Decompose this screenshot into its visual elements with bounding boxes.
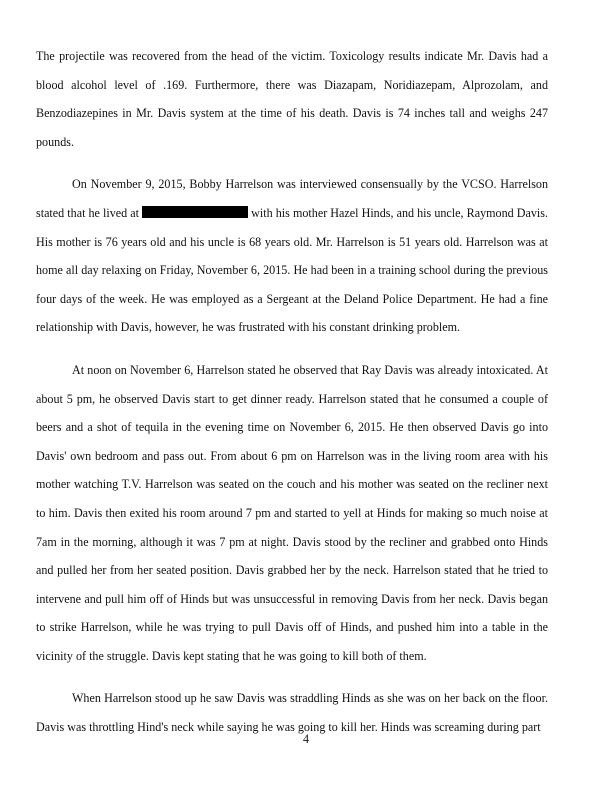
page-number: 4 [302,732,310,746]
address-redaction [142,206,248,218]
paragraph-interview [36,170,548,342]
paragraph-incident: At noon on November 6, Harrelson stated he observed that Ray Davis was already intoxicated. At about 5 pm, he observed Davis start to get dinner ready. Harrelson stated that he consumed a couple of beers and a shot of tequila in the evening time on November 6, 2015. He then observed Davis go into Davis' own bedroom and pass out. From about 6 pm on Harrelson was in the living room area with his mother watching T.V. Harrelson was seated on the couch and his mother was seated on the recliner next to him. Davis then exited his room around 7 pm and started to yell at Hinds for making so much noise at 7am in the morning, although it was 7 pm at night. Davis stood by the recliner and grabbed onto Hinds and pulled her from her seated position. Davis grabbed her by the neck. Harrelson stated that he tried to intervene and pull him off of Hinds but was unsuccessful in removing Davis from her neck. Davis began to strike Harrelson, while he was trying to pull Davis off of Hinds, and pushed him into a table in the vicinity of the struggle. Davis kept stating that he was going to kill both of them. [36,362,548,663]
interview-text-before-redaction: On November 9, 2015, Bobby Harrelson was interviewed consensually by the VCSO. Harrelson stated that he lived at [36,177,548,220]
body-text [36,42,548,756]
paragraph-toxicology: The projectile was recovered from the head of the victim. Toxicology results indicate Mr. Davis had a blood alcohol level of .169. Furthermore, there was Diazapam, Noridiazepam, Alprozolam, and Benzodiazepines in Mr. Davis system at the time of his death. Davis is 74 inches tall and weighs 247 pounds. [36,49,548,149]
paragraph-struggle: When Harrelson stood up he saw Davis was straddling Hinds as she was on her back on the floor. Davis was throttling Hind's neck while saying he was going to kill her. Hinds was screaming during part [36,691,548,735]
interview-text-after-redaction: with his mother Hazel Hinds, and his uncle, Raymond Davis. His mother is 76 years old and his uncle is 68 years old. Mr. Harrelson is 51 years old. Harrelson was at home all day relaxing on Friday, November 6, 2015. He had been in a training school during the previous four days of the week. He was employed as a Sergeant at the Deland Police Department. He had a fine relationship with Davis, however, he was frustrated with his constant drinking problem. [36,205,548,335]
